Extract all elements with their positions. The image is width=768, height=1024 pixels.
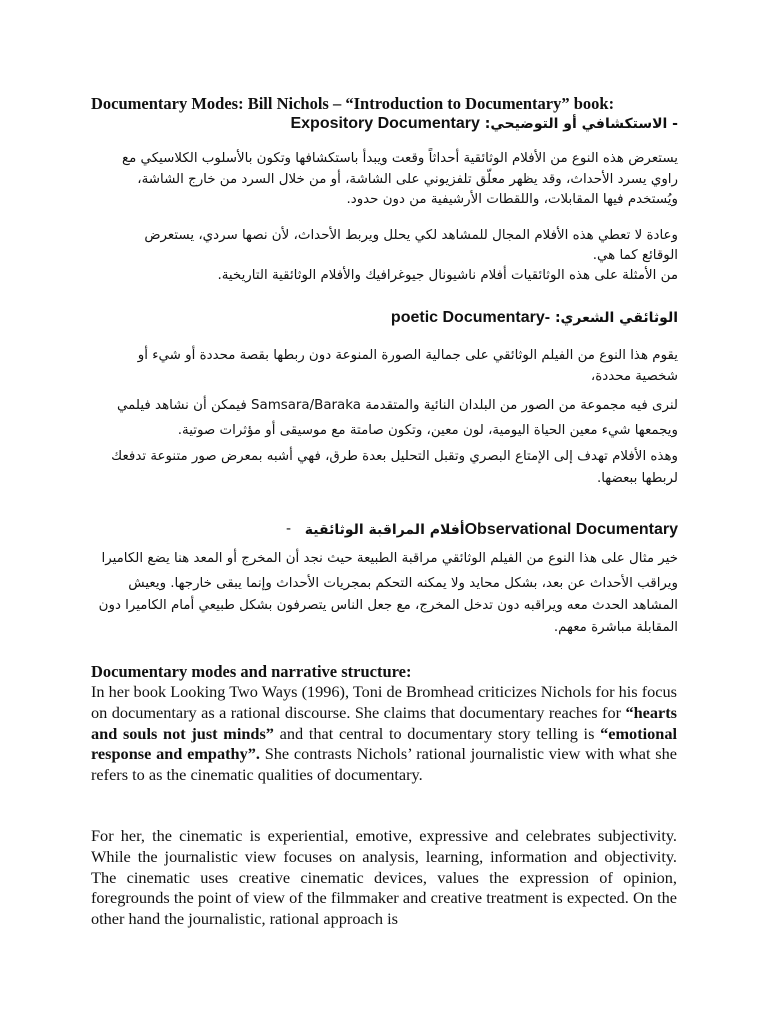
para2-text: For her, the cinematic is experiential, emotive, expressive and celebrates subjectivity. While the journalistic view focuses on analysis, learning, information and objectivity. The cinematic uses creative cinematic devices, values the expression of opinion, foregrounds the point of view of the filmmaker and creative treatment is expected. On the other hand the journalistic, rational approach is <box>91 826 677 929</box>
poetic-heading <box>391 309 678 327</box>
observational-dash: - <box>286 521 292 537</box>
expository-heading-arabic: - الاستكشافي أو التوضيحي: <box>484 116 678 132</box>
poetic-line-3-part-a: لنرى فيه مجموعة من الصور من البلدان النائية والمتقدمة <box>365 398 678 413</box>
para1-text-e: She contrasts Nichols’ rational journalistic view with what she refers to as the cinematic qualities of documentary. <box>91 744 678 785</box>
expository-line-4: وعادة لا تعطي هذه الأفلام المجال للمشاهد لكي يحلل ويربط الأحداث، لأن نصها سردي، يستعرض <box>144 228 678 243</box>
expository-heading <box>290 115 678 133</box>
poetic-line-4: ويجمعها شيء معين الحياة اليومية، لون معين، وتكون صامتة مع موسيقى أو مؤثرات صوتية. <box>177 423 678 438</box>
observational-heading-latin: Observational Documentary <box>464 521 678 538</box>
expository-line-1: يستعرض هذه النوع من الأفلام الوثائقية أحداثاً وقعت ويبدأ باستكشافها وتكون بالأسلوب الكلاسيكي مع <box>121 151 678 166</box>
poetic-line-6: لربطها ببعضها. <box>596 471 678 486</box>
expository-line-3: ويُستخدم فيها المقابلات، واللقطات الأرشيفية من دون حدود. <box>346 192 678 207</box>
poetic-line-2: شخصية محددة، <box>590 369 678 384</box>
poetic-line-3 <box>78 398 678 413</box>
expository-line-6: من الأمثلة على هذه الوثائقيات أفلام ناشيونال جيوغرافيك والأفلام الوثائقية التاريخية. <box>217 268 678 283</box>
para1-text-a: In her book Looking Two Ways (1996), Toni de Bromhead criticizes Nichols for his focus on documentary as a rational discourse. She claims that documentary reaches for <box>91 682 677 722</box>
poetic-heading-latin: poetic Documentary- <box>390 309 551 326</box>
poetic-heading-arabic: الوثائقي الشعري: <box>554 310 678 326</box>
narrative-paragraph-1 <box>91 682 677 786</box>
para1-text-c: and that central to documentary story telling is <box>273 723 601 743</box>
poetic-film-titles: Samsara/Baraka <box>250 398 361 413</box>
narrative-paragraph-2 <box>91 826 677 930</box>
para1-quote-empathy: “emotional response and empathy”. <box>91 723 677 764</box>
observational-line-3: المشاهد الحدث معه ويراقبه دون تدخل المخرج، مع جعل الناس يتصرفون بشكل طبيعي أمام الكاميرا دون <box>98 598 678 613</box>
expository-line-2: راوي يسرد الأحداث، وقد يظهر معلّق تلفزيوني على الشاشة، أو من خلال السرد من خارج الشاشة، <box>137 172 678 187</box>
observational-line-1: خير مثال على هذا النوع من الفيلم الوثائقي مراقبة الطبيعة حيث نجد أن المخرج أو المعد هنا يضع الكاميرا <box>101 551 678 566</box>
expository-line-5: الوقائع كما هي. <box>592 248 678 263</box>
expository-heading-latin: Expository Documentary <box>290 115 480 132</box>
observational-heading-arabic: أفلام المراقبة الوثائقية <box>304 522 465 538</box>
observational-heading <box>305 521 678 539</box>
poetic-line-5: وهذه الأفلام تهدف إلى الإمتاع البصري وتقبل التحليل بعدة طرق، فهي أشبه بمعرض صور متنوعة تدفعك <box>111 449 678 464</box>
poetic-line-3-part-b: فيمكن أن نشاهد فيلمي <box>117 398 247 413</box>
observational-line-2: ويراقب الأحداث عن بعد، بشكل محايد ولا يمكنه التحكم بمجريات الأحداث وإنما يبقى خارجها. ويعيش <box>128 576 678 591</box>
para1-quote-hearts: “hearts and souls not just minds” <box>91 702 677 743</box>
poetic-line-1: يقوم هذا النوع من الفيلم الوثائقي على جمالية الصورة المنوعة دون ربطها بقصة محددة أو شيء أو <box>137 348 678 363</box>
narrative-heading: Documentary modes and narrative structure: <box>91 662 412 681</box>
document-title: Documentary Modes: Bill Nichols – “Introduction to Documentary” book: <box>91 94 615 113</box>
observational-line-4: المقابلة مباشرة معهم. <box>553 620 678 635</box>
